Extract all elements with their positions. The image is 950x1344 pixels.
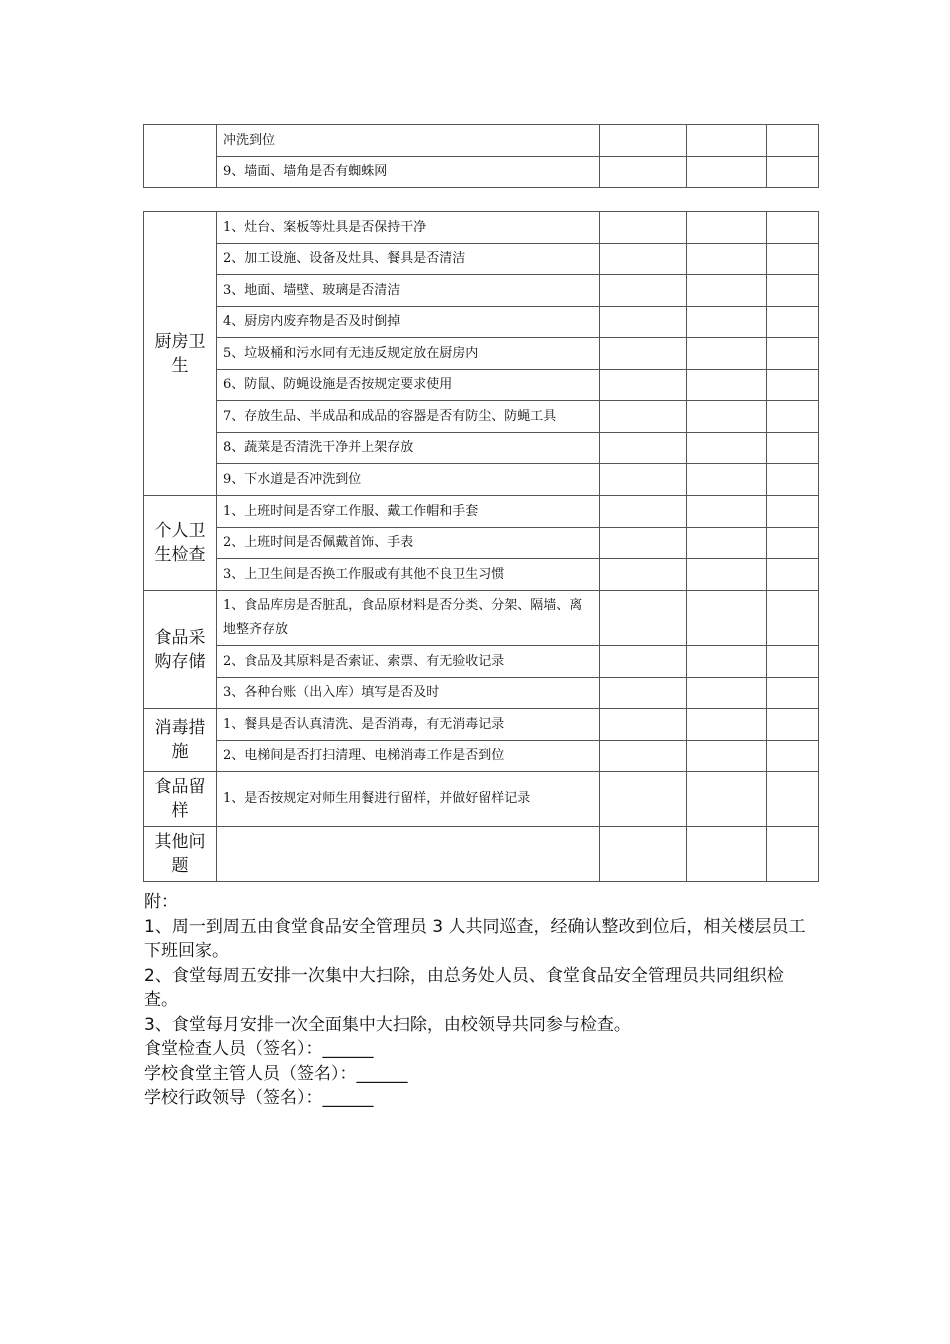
signature-line-supervisor: 学校食堂主管人员（签名）：______ [144,1063,408,1084]
result-cell[interactable] [600,401,687,433]
table-row [144,528,819,559]
check-item: 7、存放生品、半成品和成品的容器是否有防尘、防蝇工具 [217,401,600,433]
check-item: 1、食品库房是否脏乱，食品原材料是否分类、分架、隔墙、离地整齐存放 [217,591,600,646]
result-cell[interactable] [600,528,687,559]
table-row [144,401,819,433]
result-cell[interactable] [600,496,687,528]
result-cell[interactable] [767,464,819,496]
result-cell[interactable] [600,591,687,646]
result-cell[interactable] [687,338,767,370]
result-cell[interactable] [687,827,767,882]
result-cell[interactable] [687,709,767,741]
result-cell[interactable] [687,741,767,772]
result-cell[interactable] [767,275,819,307]
check-item: 3、上卫生间是否换工作服或有其他不良卫生习惯 [217,559,600,591]
result-cell[interactable] [600,559,687,591]
result-cell[interactable] [767,559,819,591]
signature-line-administrator: 学校行政领导（签名）：______ [144,1088,374,1108]
result-cell[interactable] [767,827,819,882]
table-row [144,772,819,827]
result-cell[interactable] [600,646,687,678]
category-cell [144,591,217,709]
result-cell[interactable] [600,433,687,464]
check-item: 5、垃圾桶和污水同有无违反规定放在厨房内 [217,338,600,370]
check-item: 2、电梯间是否打扫清理、电梯消毒工作是否到位 [217,741,600,772]
result-cell[interactable] [687,244,767,275]
result-cell[interactable] [767,528,819,559]
category-label: 食品留样 [154,777,206,821]
table-row [144,370,819,401]
category-cell [144,709,217,772]
table-row [144,307,819,338]
category-label: 个人卫生检查 [154,521,206,565]
check-item: 2、加工设施、设备及灶具、餐具是否清洁 [217,244,600,275]
check-item: 1、餐具是否认真清洗、是否消毒，有无消毒记录 [217,709,600,741]
result-cell[interactable] [600,212,687,244]
table-row [144,646,819,678]
result-cell[interactable] [600,338,687,370]
result-cell[interactable] [687,370,767,401]
category-cell-empty [144,125,217,188]
result-cell[interactable] [600,741,687,772]
result-cell[interactable] [767,370,819,401]
result-cell[interactable] [600,275,687,307]
category-label: 食品采购存储 [154,627,206,672]
result-cell[interactable] [600,157,687,188]
result-cell[interactable] [687,646,767,678]
result-cell[interactable] [767,709,819,741]
table-row [144,433,819,464]
check-item: 4、厨房内废弃物是否及时倒掉 [217,307,600,338]
note-line: 1、周一到周五由食堂食品安全管理员 3 人共同巡查，经确认整改到位后，相关楼层员工下班回家。 [144,916,806,961]
result-cell[interactable] [687,125,767,157]
category-cell [144,496,217,591]
result-cell[interactable] [767,772,819,827]
check-item: 9、下水道是否冲洗到位 [217,464,600,496]
table-row [144,741,819,772]
result-cell[interactable] [600,307,687,338]
result-cell[interactable] [767,401,819,433]
note-line: 2、食堂每周五安排一次集中大扫除，由总务处人员、食堂食品安全管理员共同组织检查。 [144,965,784,1010]
category-label: 厨房卫生 [154,331,206,376]
table-row [144,827,819,882]
check-item: 9、墙面、墙角是否有蜘蛛网 [217,157,600,188]
table-row [144,244,819,275]
result-cell[interactable] [600,709,687,741]
result-cell[interactable] [767,433,819,464]
category-cell [144,827,217,882]
check-item: 2、上班时间是否佩戴首饰、手表 [217,528,600,559]
result-cell[interactable] [687,591,767,646]
table-row [144,338,819,370]
check-item: 1、是否按规定对师生用餐进行留样，并做好留样记录 [217,772,600,827]
table-row [144,496,819,528]
result-cell[interactable] [600,827,687,882]
category-label: 其他问题 [154,832,206,876]
inspection-table [143,211,819,882]
notes-heading: 附： [144,892,178,912]
result-cell[interactable] [687,433,767,464]
signature-line-inspector: 食堂检查人员（签名）：______ [144,1039,374,1059]
top-continuation-table [143,124,819,188]
result-cell[interactable] [687,212,767,244]
result-cell[interactable] [767,741,819,772]
result-cell[interactable] [600,678,687,709]
table-row [144,709,819,741]
table-row [144,559,819,591]
check-item: 2、食品及其原料是否索证、索票、有无验收记录 [217,646,600,678]
table-row [144,212,819,244]
result-cell[interactable] [687,678,767,709]
result-cell[interactable] [767,338,819,370]
check-item: 3、地面、墙壁、玻璃是否清洁 [217,275,600,307]
result-cell[interactable] [767,244,819,275]
check-item: 3、各种台账（出入库）填写是否及时 [217,678,600,709]
result-cell[interactable] [767,307,819,338]
result-cell[interactable] [767,496,819,528]
result-cell[interactable] [767,212,819,244]
check-item [217,827,600,882]
table-row [144,157,819,188]
note-line: 3、食堂每月安排一次全面集中大扫除，由校领导共同参与检查。 [144,1014,631,1035]
result-cell[interactable] [687,401,767,433]
result-cell[interactable] [600,464,687,496]
result-cell[interactable] [767,125,819,157]
table-row [144,125,819,157]
table-row [144,464,819,496]
table-row [144,275,819,307]
result-cell[interactable] [687,528,767,559]
check-item: 1、灶台、案板等灶具是否保持干净 [217,212,600,244]
result-cell[interactable] [767,591,819,646]
table-row [144,678,819,709]
result-cell[interactable] [600,772,687,827]
check-item: 8、蔬菜是否清洗干净并上架存放 [217,433,600,464]
category-cell [144,772,217,827]
result-cell[interactable] [767,157,819,188]
result-cell[interactable] [767,678,819,709]
category-label: 消毒措施 [154,718,206,762]
result-cell[interactable] [600,125,687,157]
result-cell[interactable] [687,307,767,338]
result-cell[interactable] [600,370,687,401]
result-cell[interactable] [600,244,687,275]
category-cell [144,212,217,496]
check-item: 6、防鼠、防蝇设施是否按规定要求使用 [217,370,600,401]
result-cell[interactable] [687,772,767,827]
result-cell[interactable] [687,157,767,188]
notes-section [144,890,814,1111]
table-row [144,591,819,646]
result-cell[interactable] [767,646,819,678]
result-cell[interactable] [687,496,767,528]
check-item: 冲洗到位 [217,125,600,157]
result-cell[interactable] [687,275,767,307]
result-cell[interactable] [687,559,767,591]
check-item: 1、上班时间是否穿工作服、戴工作帽和手套 [217,496,600,528]
result-cell[interactable] [687,464,767,496]
